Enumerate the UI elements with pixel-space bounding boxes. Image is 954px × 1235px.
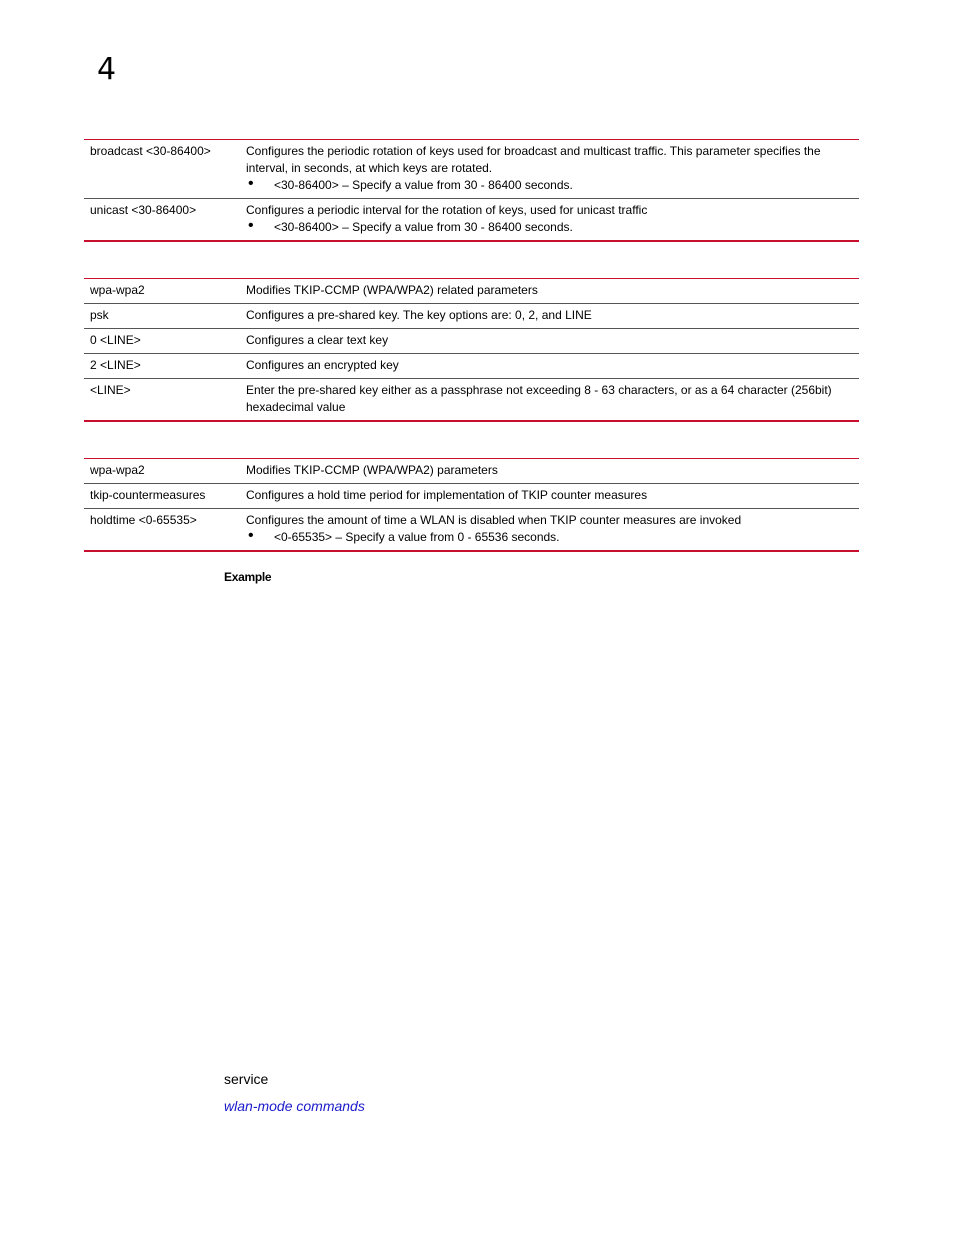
- parameter-name: broadcast <30-86400>: [90, 144, 211, 158]
- table-row: [84, 379, 859, 422]
- example-heading: Example: [224, 570, 272, 584]
- parameter-table: [84, 458, 859, 552]
- parameter-name: <LINE>: [90, 383, 131, 397]
- parameter-description-cell: [240, 140, 859, 199]
- parameter-name: psk: [90, 308, 109, 322]
- table-row: [84, 279, 859, 304]
- parameter-name: tkip-countermeasures: [90, 488, 206, 502]
- bullet-list: [246, 177, 853, 194]
- parameter-description: Configures a clear text key: [246, 333, 389, 347]
- parameter-description: Configures the amount of time a WLAN is disabled when TKIP counter measures are invoked: [246, 513, 742, 527]
- parameter-name: 0 <LINE>: [90, 333, 141, 347]
- parameter-description-cell: [240, 379, 859, 422]
- parameter-description: Configures an encrypted key: [246, 358, 399, 372]
- parameter-description-cell: [240, 484, 859, 509]
- parameter-description-cell: [240, 509, 859, 552]
- table-row: [84, 140, 859, 199]
- parameter-description: Modifies TKIP-CCMP (WPA/WPA2) parameters: [246, 463, 498, 477]
- parameter-name: holdtime <0-65535>: [90, 513, 197, 527]
- table-row: [84, 304, 859, 329]
- parameter-name: wpa-wpa2: [90, 463, 145, 477]
- parameter-description: Modifies TKIP-CCMP (WPA/WPA2) related parameters: [246, 283, 538, 297]
- chapter-number: 4: [97, 52, 117, 87]
- parameter-description-cell: [240, 279, 859, 304]
- parameter-description: Configures a periodic interval for the rotation of keys, used for unicast traffic: [246, 203, 648, 217]
- parameter-description-cell: [240, 354, 859, 379]
- parameter-description: Configures a pre-shared key. The key options are: 0, 2, and LINE: [246, 308, 592, 322]
- table-row: [84, 199, 859, 242]
- parameter-description-cell: [240, 199, 859, 242]
- bullet-item: • <30-86400> – Specify a value from 30 - 86400 seconds.: [246, 219, 853, 236]
- parameter-description-cell: [240, 459, 859, 484]
- bullet-item: • <30-86400> – Specify a value from 30 - 86400 seconds.: [246, 177, 853, 194]
- parameter-description-cell: [240, 304, 859, 329]
- table-row: [84, 484, 859, 509]
- parameter-description: Configures a hold time period for implementation of TKIP counter measures: [246, 488, 648, 502]
- related-commands-link[interactable]: wlan-mode commands: [224, 1098, 365, 1114]
- bullet-list: [246, 219, 853, 236]
- bullet-list: [246, 529, 853, 546]
- parameter-description: Enter the pre-shared key either as a passphrase not exceeding 8 - 63 characters, or as a 64 character (256bit) hexadecimal value: [246, 383, 832, 414]
- table-row: [84, 509, 859, 552]
- parameter-name: 2 <LINE>: [90, 358, 141, 372]
- table-row: [84, 459, 859, 484]
- bullet-item: • <0-65535> – Specify a value from 0 - 65536 seconds.: [246, 529, 853, 546]
- parameter-table: [84, 139, 859, 242]
- related-command-title: service: [224, 1071, 269, 1087]
- parameter-description: Configures the periodic rotation of keys used for broadcast and multicast traffic. This parameter specifies the interval, in seconds, at which keys are rotated.: [246, 144, 821, 175]
- table-row: [84, 354, 859, 379]
- parameter-name: unicast <30-86400>: [90, 203, 197, 217]
- parameter-name: wpa-wpa2: [90, 283, 145, 297]
- table-row: [84, 329, 859, 354]
- parameter-description-cell: [240, 329, 859, 354]
- parameter-table: [84, 278, 859, 422]
